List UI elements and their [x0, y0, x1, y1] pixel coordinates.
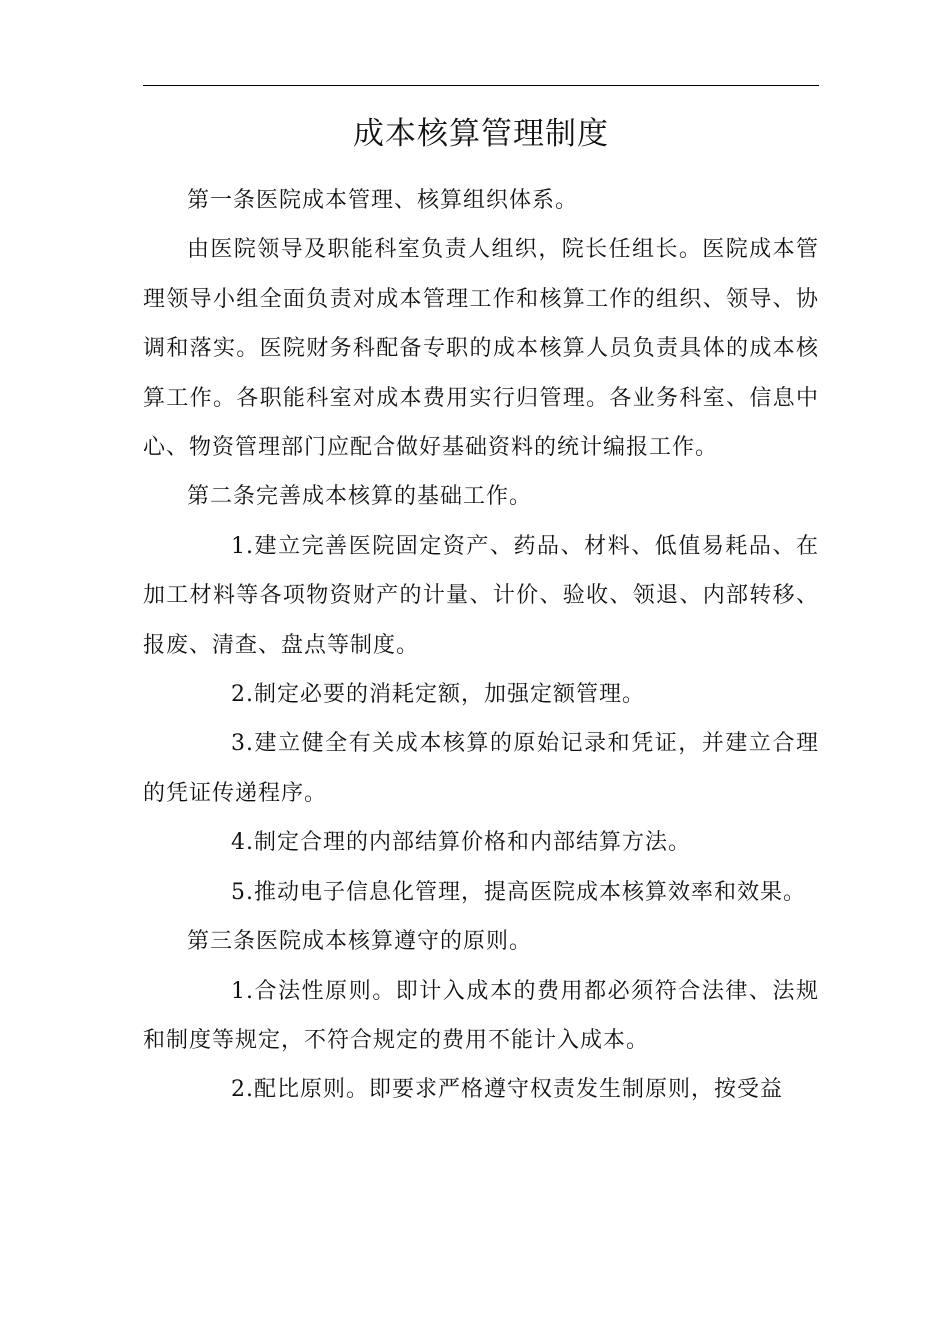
paragraph: 由医院领导及职能科室负责人组织，院长任组长。医院成本管理领导小组全面负责对成本管理工作和核算工作的组织、领导、协调和落实。医院财务科配备专职的成本核算人员负责具体的成本核算工作。各职能科室对成本费用实行归管理。各业务科室、信息中心、物资管理部门应配合做好基础资料的统计编报工作。: [143, 237, 819, 461]
list-item: 1.建立完善医院固定资产、药品、材料、低值易耗品、在加工材料等各项物资财产的计量、计价、验收、领退、内部转移、报废、清查、盘点等制度。: [143, 522, 819, 670]
list-item: 1.合法性原则。即计入成本的费用都必须符合法律、法规和制度等规定，不符合规定的费用不能计入成本。: [143, 967, 819, 1066]
list-number: 1.: [231, 978, 254, 1004]
document-body: [143, 176, 819, 1115]
document-title: 成本核算管理制度: [353, 116, 609, 152]
list-number: 5.: [231, 879, 254, 905]
list-number: 2.: [231, 1077, 254, 1103]
paragraph: 第一条医院成本管理、核算组织体系。: [187, 188, 579, 213]
paragraph: 第二条完善成本核算的基础工作。: [187, 484, 533, 510]
list-number: 4.: [231, 830, 254, 856]
list-item: 4.制定合理的内部结算价格和内部结算方法。: [143, 818, 819, 867]
list-number: 2.: [231, 682, 254, 708]
list-item: 3.建立健全有关成本核算的原始记录和凭证，并建立合理的凭证传递程序。: [143, 719, 819, 818]
list-item: 2.制定必要的消耗定额，加强定额管理。: [143, 670, 819, 719]
list-item: 5.推动电子信息化管理，提高医院成本核算效率和效果。: [143, 868, 819, 917]
list-number: 1.: [231, 533, 254, 559]
list-item: 2.配比原则。即要求严格遵守权责发生制原则，按受益: [143, 1065, 819, 1114]
list-number: 3.: [231, 731, 254, 757]
paragraph: 第三条医院成本核算遵守的原则。: [187, 929, 533, 955]
header-rule: [143, 85, 819, 86]
